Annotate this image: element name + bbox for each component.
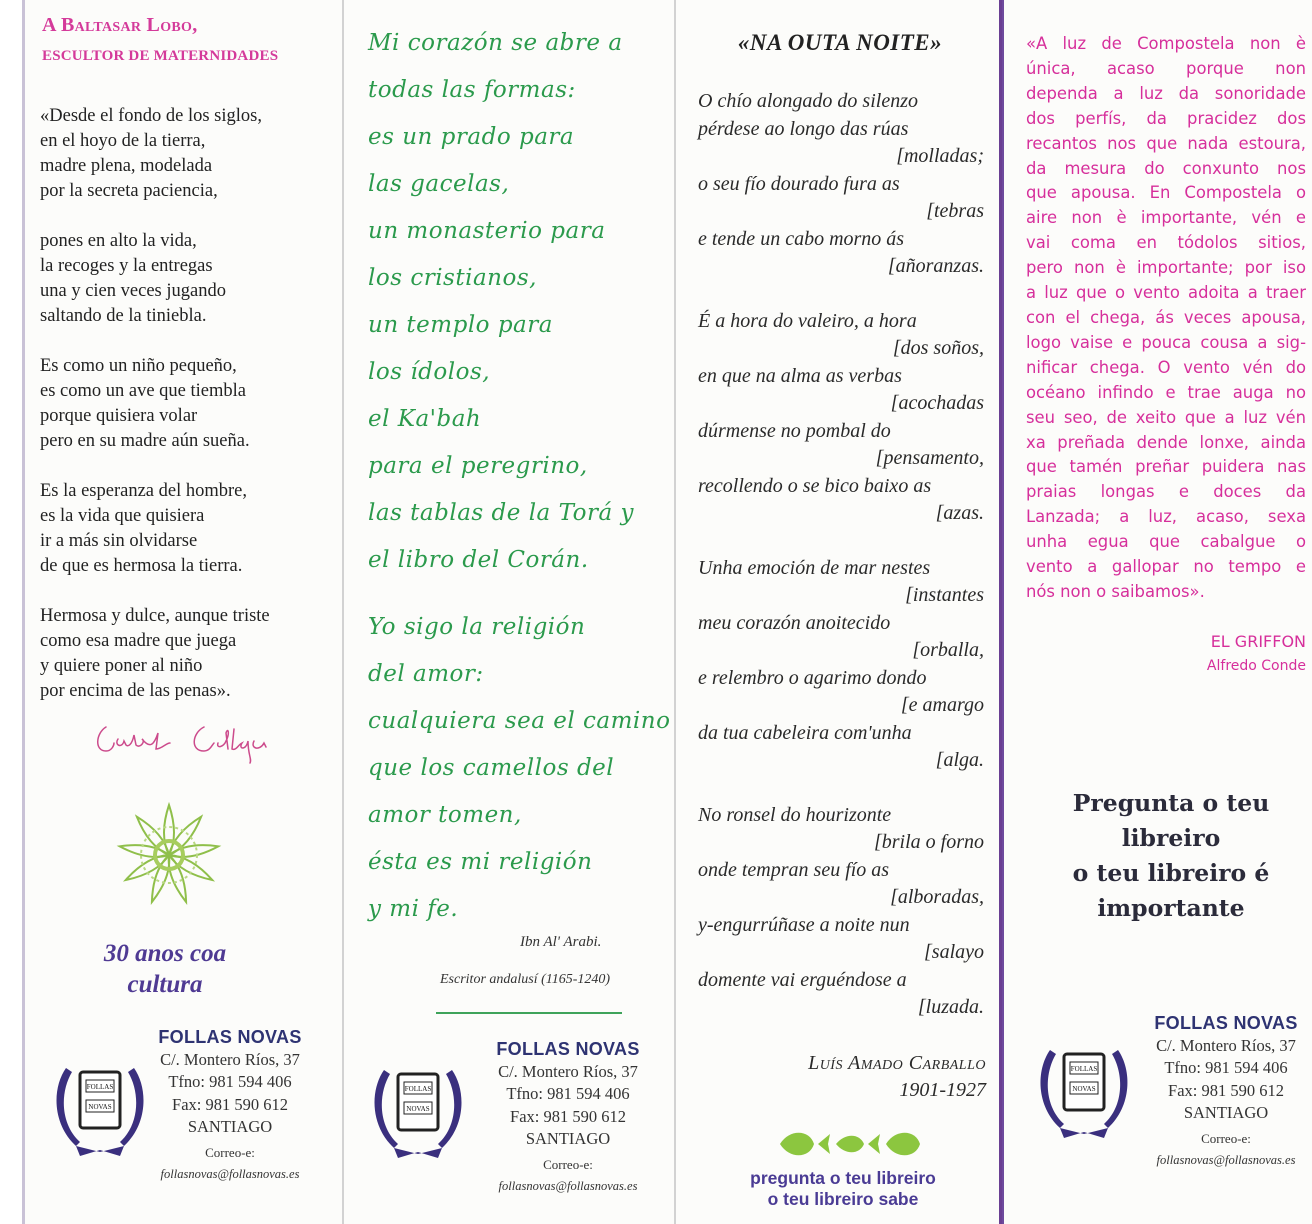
poem-line: la recoges y la entregas — [40, 256, 213, 276]
bookmark4-quote — [1026, 32, 1306, 605]
poem-line: porque quisiera volar — [40, 406, 198, 426]
publisher-name: FOLLAS NOVAS — [1154, 1013, 1298, 1033]
poem-line: todas las formas: — [368, 77, 576, 103]
publisher-city: SANTIAGO — [187, 1117, 273, 1136]
poem-line: una y cien veces jugando — [40, 281, 226, 301]
poem-line: de que es hermosa la tierra. — [40, 556, 243, 576]
bookmark3-slogan — [690, 1168, 996, 1210]
poem-line: para el peregrino, — [368, 453, 588, 479]
slogan-line: Pregunta o teu — [1072, 789, 1270, 817]
poem-line: [e amargo — [900, 694, 984, 716]
poem-line: un templo para — [368, 312, 553, 338]
svg-text:FOLLAS: FOLLAS — [1070, 1065, 1098, 1073]
svg-text:FOLLAS: FOLLAS — [404, 1085, 432, 1093]
poem-line: e tende un cabo morno ás — [698, 227, 905, 250]
bookmark1-slogan — [40, 938, 290, 1000]
quote-line: da mesura do conxunto nos — [1026, 158, 1306, 178]
poem-line: las gacelas, — [368, 171, 510, 197]
poem-line: [alga. — [935, 749, 984, 771]
quote-line: recantos nos que nada estoura, — [1026, 133, 1306, 153]
publisher-address: C/. Montero Ríos, 37 — [1156, 1035, 1296, 1055]
slogan-line: o teu libreiro sabe — [767, 1189, 919, 1209]
follas-novas-logo-icon — [364, 1050, 472, 1162]
publisher-fax: Fax: 981 590 612 — [172, 1094, 288, 1114]
poem-line: es un prado para — [368, 124, 575, 150]
bookmark2-author-note: Escritor andalusí (1165-1240) — [440, 972, 611, 987]
poem-line: y mi fe. — [368, 896, 459, 922]
poem-line: que los camellos del — [368, 755, 615, 781]
poem-stanza — [40, 604, 330, 704]
poem-line: É a hora do valeiro, a hora — [698, 309, 917, 332]
poem-line: Yo sigo la religión — [368, 614, 586, 640]
quote-line: seu seo, de xeito que a luz vén — [1026, 407, 1306, 427]
poem-line: ésta es mi religión — [368, 849, 593, 875]
signature-image — [92, 715, 332, 765]
poem-line: los ídolos, — [368, 359, 491, 385]
publisher-fax: Fax: 981 590 612 — [1168, 1080, 1284, 1100]
poem-line: los cristianos, — [368, 265, 537, 291]
publisher-block — [130, 1026, 330, 1185]
poem-line: pones en alto la vida, — [40, 231, 197, 251]
bookmark2-poem — [368, 20, 671, 933]
poem-line: [pensamento, — [875, 447, 984, 469]
poem-line: da tua cabeleira com'unha — [698, 721, 912, 744]
poem-line: el Ka'bah — [368, 406, 482, 432]
publisher-phone: Tfno: 981 594 406 — [1164, 1058, 1288, 1077]
poem-line: e relembro o agarimo dondo — [698, 666, 927, 689]
poem-line: el libro del Corán. — [368, 547, 589, 573]
poem-line: [alboradas, — [890, 886, 984, 908]
quote-line: unha egua que cabalgue o — [1026, 532, 1306, 552]
poem-line: y quiere poner al niño — [40, 656, 203, 676]
bookmark2-author: Ibn Al' Arabi. — [520, 934, 602, 950]
poem-line: amor tomen, — [368, 802, 522, 828]
poem-line: [brila o forno — [873, 831, 984, 853]
publisher-city: SANTIAGO — [1183, 1103, 1269, 1122]
poem-line: O chío alongado do silenzo — [698, 90, 918, 112]
publisher-block — [464, 1038, 672, 1197]
poem-line: como esa madre que juega — [40, 631, 237, 651]
quote-line: océano infindo e trae auga no — [1026, 382, 1306, 402]
poem-stanza — [40, 479, 330, 579]
quote-line: pero non è importante; por iso — [1026, 258, 1306, 278]
quote-line: nós non o saibamos». — [1026, 581, 1205, 601]
slogan-line: 30 anos coa — [103, 940, 227, 967]
poem-stanza — [40, 229, 330, 329]
poem-stanza — [40, 354, 330, 454]
poem-line: [molladas; — [896, 145, 984, 167]
poem-line: es como un ave que tiembla — [40, 381, 247, 401]
poem-line: y-engurrúñase a noite nun — [698, 913, 910, 936]
quote-line: xa preñada dende lonxe, ainda — [1026, 432, 1306, 452]
svg-text:NOVAS: NOVAS — [406, 1105, 430, 1113]
poem-line: pero en su madre aún sueña. — [40, 431, 250, 451]
quote-line: Lanzada; a luz, acaso, sexa — [1026, 507, 1306, 527]
quote-line: vai coma en tódolos sitios, — [1026, 233, 1306, 253]
publisher-name: FOLLAS NOVAS — [496, 1039, 640, 1059]
poem-line: recollendo o se bico baixo as — [698, 474, 932, 497]
poem-line: madre plena, modelada — [40, 156, 213, 176]
publisher-address: C/. Montero Ríos, 37 — [498, 1061, 638, 1081]
poem-line: «Desde el fondo de los siglos, — [40, 106, 262, 126]
publisher-fax: Fax: 981 590 612 — [510, 1106, 626, 1126]
publisher-block — [1126, 1012, 1312, 1171]
poem-line: pérdese ao longo das rúas — [698, 117, 909, 140]
poem-line: ir a más sin olvidarse — [40, 531, 198, 551]
poem-line: [añoranzas. — [887, 255, 984, 277]
bookmark4-slogan — [1034, 786, 1308, 926]
publisher-address: C/. Montero Ríos, 37 — [160, 1049, 300, 1069]
slogan-line: pregunta o teu libreiro — [750, 1168, 936, 1188]
publisher-phone: Tfno: 981 594 406 — [168, 1072, 292, 1091]
poem-line: Unha emoción de mar nestes — [698, 556, 931, 579]
quote-line: aire non è importante, vén e — [1026, 208, 1306, 228]
poem-line: [luzada. — [917, 996, 984, 1018]
book-title: EL GRIFFON — [1210, 632, 1306, 651]
poem-line: por la secreta paciencia, — [40, 181, 218, 201]
publisher-phone: Tfno: 981 594 406 — [506, 1084, 630, 1103]
bookmark1-subtitle: ESCULTOR DE MATERNIDADES — [42, 48, 279, 64]
poem-line: un monasterio para — [368, 218, 606, 244]
poem-line: Es la esperanza del hombre, — [40, 481, 248, 501]
poem-line: es la vida que quisiera — [40, 506, 205, 526]
publisher-city: SANTIAGO — [525, 1129, 611, 1148]
slogan-line: importante — [1097, 894, 1245, 922]
poem-line: en que na alma as verbas — [698, 364, 902, 387]
email-label: Correo-e: — [1201, 1130, 1251, 1146]
poem-line: dúrmense no pombal do — [698, 419, 891, 442]
quote-line: logo vaise e pouca cousa a sig- — [1026, 332, 1306, 352]
poem-line: [orballa, — [912, 639, 984, 661]
publisher-email: follasnovas@follasnovas.es — [1156, 1152, 1296, 1167]
svg-text:FOLLAS: FOLLAS — [86, 1083, 114, 1091]
quote-line: que tamén preñar puidera nas — [1026, 457, 1306, 477]
email-label: Correo-e: — [205, 1144, 255, 1160]
bookmark4-source — [1100, 630, 1306, 678]
bookmark3-title: «NA OUTA NOITE» — [737, 30, 943, 55]
poem-line: saltando de la tiniebla. — [40, 306, 207, 326]
quote-line: vento a gallopar no tempo e — [1026, 557, 1306, 577]
svg-text:NOVAS: NOVAS — [88, 1103, 112, 1111]
poem-line: Hermosa y dulce, aunque triste — [40, 606, 270, 626]
book-author: Alfredo Conde — [1206, 658, 1306, 674]
star-ornament-icon — [114, 800, 224, 910]
bookmark3-author-block — [700, 1050, 986, 1104]
divider — [436, 1012, 622, 1014]
quote-line: dependa a luz da sonoridade — [1026, 83, 1306, 103]
poem-line: [azas. — [935, 502, 984, 524]
slogan-line: o teu libreiro é — [1072, 859, 1270, 887]
bookmark3-author: Luís Amado Carballo — [808, 1052, 986, 1074]
poem-line: en el hoyo de la tierra, — [40, 131, 206, 151]
bookmark3-years: 1901-1927 — [899, 1079, 986, 1101]
publisher-name: FOLLAS NOVAS — [158, 1027, 302, 1047]
poem-line: o seu fío dourado fura as — [698, 172, 900, 195]
svg-text:NOVAS: NOVAS — [1072, 1085, 1096, 1093]
poem-line: [instantes — [905, 584, 984, 606]
bookmark1-poem — [40, 104, 330, 729]
follas-novas-logo-icon — [1030, 1030, 1138, 1142]
leaves-ornament-icon — [770, 1124, 930, 1164]
quote-line: «A luz de Compostela non è — [1026, 34, 1306, 53]
poem-line: [salayo — [924, 941, 984, 963]
quote-line: a luz que o vento adoita a traer — [1026, 283, 1306, 303]
poem-line: las tablas de la Torá y — [368, 500, 634, 526]
poem-line: [tebras — [926, 200, 984, 222]
poem-line: del amor: — [368, 661, 484, 687]
slogan-line: cultura — [127, 971, 203, 998]
slogan-line: libreiro — [1121, 824, 1221, 852]
quote-line: nificar chega. O vento vén do — [1026, 357, 1306, 377]
poem-line: meu corazón anoitecido — [698, 611, 891, 634]
email-label: Correo-e: — [543, 1156, 593, 1172]
poem-line: domente vai erguéndose a — [698, 968, 907, 991]
bookmark1-title: A Baltasar Lobo, — [42, 14, 198, 36]
poem-line: cualquiera sea el camino — [368, 708, 671, 734]
poem-line: Mi corazón se abre a — [368, 30, 623, 56]
quote-line: única, acaso porque non — [1026, 58, 1306, 78]
quote-line: praias longas e doces da — [1026, 482, 1306, 502]
poem-line: por encima de las penas». — [40, 681, 231, 701]
poem-line: Es como un niño pequeño, — [40, 356, 237, 376]
publisher-email: follasnovas@follasnovas.es — [160, 1166, 300, 1181]
quote-line: que apousa. En Compostela o — [1026, 183, 1306, 203]
poem-stanza — [40, 104, 330, 204]
bookmark3-poem — [698, 88, 988, 1022]
poem-line: [dos soños, — [892, 337, 984, 359]
publisher-email: follasnovas@follasnovas.es — [498, 1178, 638, 1193]
poem-line: No ronsel do hourizonte — [698, 803, 892, 826]
quote-line: con el chega, ás veces apousa, — [1026, 307, 1306, 327]
poem-line: onde tempran seu fío as — [698, 858, 890, 881]
quote-line: dos perfís, da pracidez dos — [1026, 108, 1306, 128]
poem-line: [acochadas — [890, 392, 984, 414]
